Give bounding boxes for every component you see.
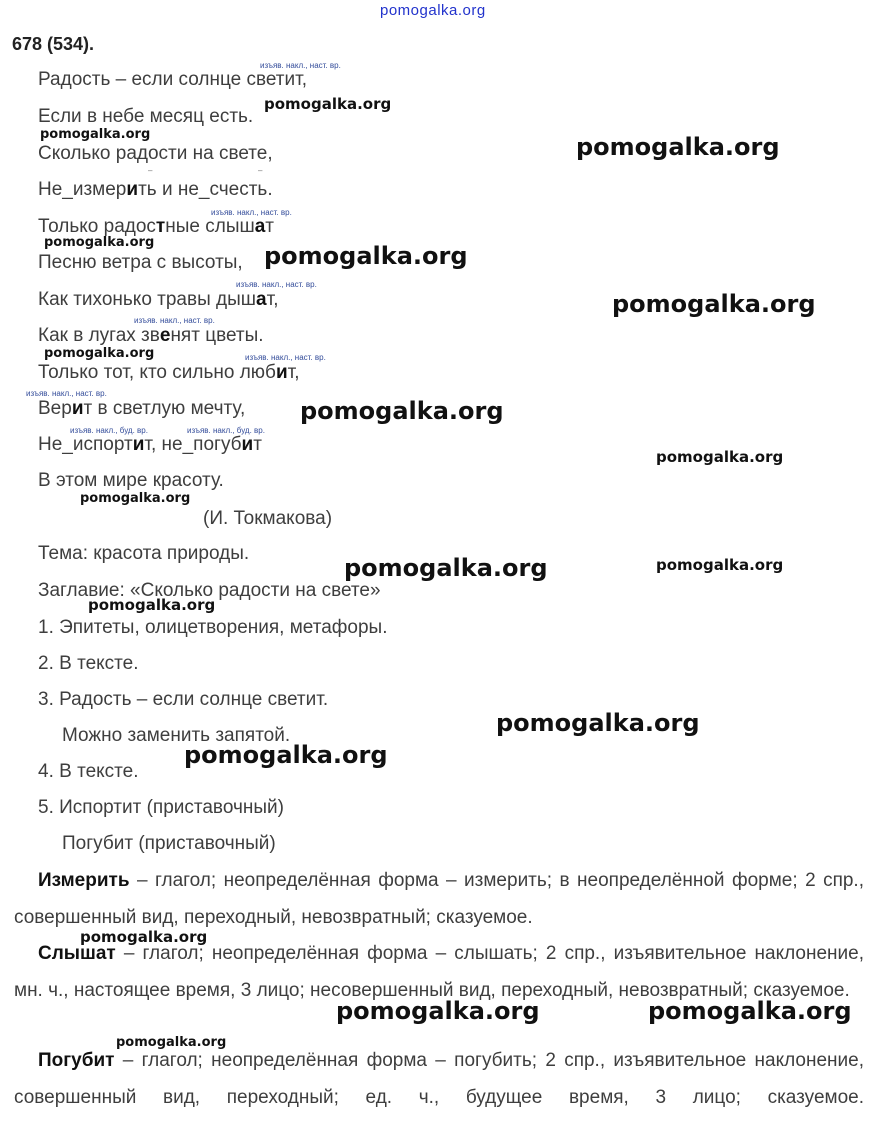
- annotation-zvenyat: изъяв. накл., наст. вр.: [134, 316, 215, 325]
- watermark: pomogalka.org: [300, 397, 504, 425]
- poem-line-7: Как тихонько травы дышат,: [38, 289, 279, 310]
- site-header-link[interactable]: pomogalka.org: [380, 2, 486, 19]
- watermark: pomogalka.org: [496, 709, 700, 737]
- annotation-lyubit: изъяв. накл., наст. вр.: [245, 353, 326, 362]
- poem-line-11: Не_испортит, не_погубит: [38, 434, 262, 455]
- morphology-paragraph-3: Погубит – глагол; неопределённая форма – погубить; 2 спр., изъявительное наклонение, совершенный вид, переходный; ед. ч., будущее время, 3 лицо; сказуемое.: [14, 1050, 864, 1108]
- poem-line-2: Если в небе месяц есть.: [38, 106, 254, 127]
- watermark: pomogalka.org: [612, 290, 816, 318]
- poem-line-3: Сколько радости на свете,: [38, 143, 273, 164]
- watermark: pomogalka.org: [88, 596, 216, 614]
- analysis-item-5: 5. Испортит (приставочный): [38, 797, 284, 818]
- poem-line-1: Радость – если солнце светит,: [38, 69, 307, 90]
- watermark: pomogalka.org: [44, 346, 155, 361]
- poem-line-6: Песню ветра с высоты,: [38, 252, 243, 273]
- watermark: pomogalka.org: [264, 95, 392, 113]
- poem-line-4: Не_измерить и не_счесть.: [38, 179, 273, 200]
- watermark: pomogalka.org: [648, 997, 852, 1025]
- analysis-item-1: 1. Эпитеты, олицетворения, метафоры.: [38, 617, 388, 638]
- poem-line-9: Только тот, кто сильно любит,: [38, 362, 300, 383]
- poem-author: (И. Токмакова): [203, 508, 333, 529]
- watermark: pomogalka.org: [184, 741, 388, 769]
- watermark: pomogalka.org: [656, 448, 784, 466]
- analysis-theme: Тема: красота природы.: [38, 543, 250, 564]
- watermark: pomogalka.org: [264, 242, 468, 270]
- analysis-title: Заглавие: «Сколько радости на свете»: [38, 580, 381, 601]
- annotation-dyshat: изъяв. накл., наст. вр.: [236, 280, 317, 289]
- poem-line-12: В этом мире красоту.: [38, 470, 224, 491]
- watermark: pomogalka.org: [80, 491, 191, 506]
- annotation-isportit: изъяв. накл., буд. вр.: [70, 426, 148, 435]
- morpheme-mark: –: [258, 166, 263, 175]
- analysis-item-3-note: Можно заменить запятой.: [62, 725, 291, 746]
- analysis-item-3: 3. Радость – если солнце светит.: [38, 689, 329, 710]
- poem-line-5: Только радостные слышат: [38, 216, 274, 237]
- watermark: pomogalka.org: [344, 554, 548, 582]
- task-number: 678 (534).: [12, 34, 95, 54]
- analysis-item-4: 4. В тексте.: [38, 761, 139, 782]
- poem-line-8: Как в лугах звенят цветы.: [38, 325, 264, 346]
- poem-line-10: Верит в светлую мечту,: [38, 398, 246, 419]
- analysis-item-5-note: Погубит (приставочный): [62, 833, 276, 854]
- annotation-svetit: изъяв. накл., наст. вр.: [260, 61, 341, 70]
- morpheme-mark: –: [148, 166, 153, 175]
- annotation-verit: изъяв. накл., наст. вр.: [26, 389, 107, 398]
- watermark: pomogalka.org: [576, 133, 780, 161]
- analysis-item-2: 2. В тексте.: [38, 653, 139, 674]
- annotation-pogubit: изъяв. накл., буд. вр.: [187, 426, 265, 435]
- morphology-paragraph-2: Слышат – глагол; неопределённая форма – слышать; 2 спр., изъявительное наклонение, мн. ч., настоящее время, 3 лицо; несовершенный вид, переходный, невозвратный; сказуемое.: [14, 943, 864, 1001]
- watermark: pomogalka.org: [80, 928, 208, 946]
- annotation-slyshat: изъяв. накл., наст. вр.: [211, 208, 292, 217]
- watermark: pomogalka.org: [656, 556, 784, 574]
- watermark: pomogalka.org: [116, 1035, 227, 1050]
- watermark: pomogalka.org: [40, 127, 151, 142]
- watermark: pomogalka.org: [336, 997, 540, 1025]
- morphology-paragraph-1: Измерить – глагол; неопределённая форма – измерить; в неопределённой форме; 2 спр., совершенный вид, переходный, невозвратный; сказуемое.: [14, 870, 864, 928]
- watermark: pomogalka.org: [44, 235, 155, 250]
